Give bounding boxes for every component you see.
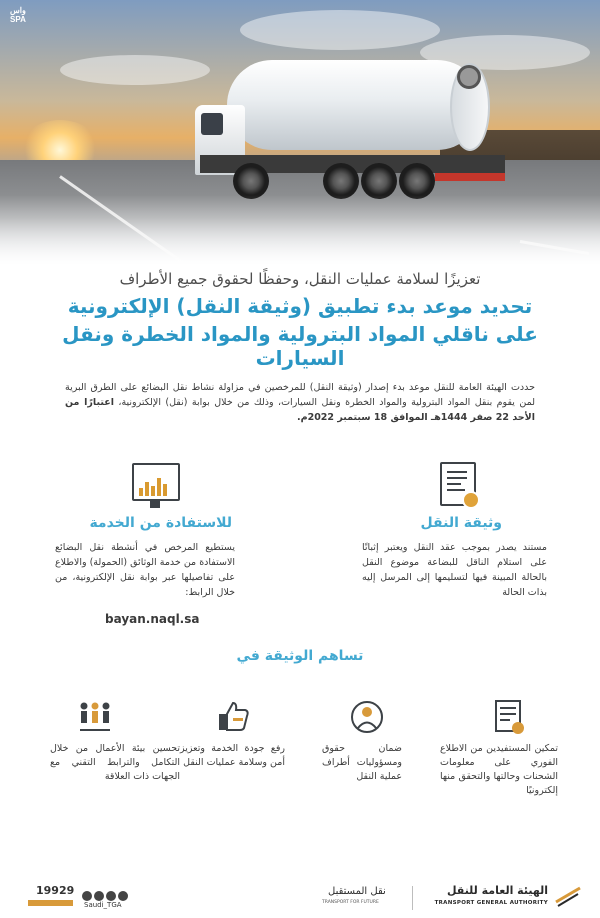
naql-logo-ar: نقل المستقبل bbox=[328, 886, 386, 897]
benefit-title: للاستفادة من الخدمة bbox=[89, 515, 232, 531]
wheel bbox=[399, 163, 435, 199]
person-shield-icon bbox=[348, 698, 386, 736]
benefit-body: يستطيع المرخص في أنشطة نقل البضائع الاستفادة من خدمة الوثائق (الحمولة) والاطلاع على تفاصيلها عبر بوابة نقل الإلكترونية، من خلال الرابط: bbox=[55, 542, 235, 598]
tanker-truck bbox=[195, 55, 510, 215]
benefit-item-3: رفع جودة الخدمة وتعزيز أمن وسلامة عمليات النقل bbox=[180, 743, 285, 768]
tank bbox=[227, 60, 482, 150]
divider bbox=[412, 886, 413, 910]
report-document-icon bbox=[490, 698, 528, 736]
document-title: وثيقة النقل bbox=[420, 515, 502, 531]
spa-logo: واس SPA bbox=[10, 6, 26, 24]
social-handle: Saudi_TGA bbox=[84, 901, 122, 909]
hero-fade bbox=[0, 195, 600, 265]
benefit-item-2: ضمان حقوق ومسؤوليات أطراف عملية النقل bbox=[322, 743, 402, 782]
twitter-icon[interactable] bbox=[82, 891, 92, 901]
intro-paragraph bbox=[65, 380, 535, 425]
rear-bumper bbox=[435, 173, 505, 181]
thumbs-up-icon bbox=[215, 698, 253, 736]
document-body: مستند يصدر بموجب عقد النقل ويعتبر إثباتًا على استلام الناقل للبضاعة موضوع النقل بالحالة المبينة فيها لتسليمها إلى المرسل إليه بذات الحالة bbox=[362, 542, 547, 598]
intro-date: اعتبارًا من الأحد 22 صفر 1444هـ الموافق 18 سبتمبر 2022م. bbox=[65, 397, 535, 423]
certificate-document-icon bbox=[440, 462, 476, 506]
bayan-link[interactable]: bayan.naql.sa bbox=[105, 612, 200, 626]
naql-logo-en: TRANSPORT FOR FUTURE bbox=[322, 900, 379, 905]
phone-bar bbox=[28, 900, 73, 906]
team-network-icon bbox=[76, 698, 114, 736]
hero-image bbox=[0, 0, 600, 265]
snapchat-icon[interactable] bbox=[106, 891, 116, 901]
cloud bbox=[60, 55, 210, 85]
tga-logo-icon bbox=[554, 884, 582, 908]
wheel bbox=[323, 163, 359, 199]
benefit-item-1: تمكين المستفيدين من الاطلاع الفوري على معلومات الشحنات وحالتها والتحقق منها إلكترونيًا bbox=[440, 743, 558, 796]
footer bbox=[0, 878, 600, 918]
subtitle: تعزيزًا لسلامة عمليات النقل، وحفظًا لحقوق جميع الأطراف bbox=[119, 270, 481, 288]
social-icons bbox=[82, 886, 130, 898]
phone-number: 19929 bbox=[36, 884, 75, 897]
section-title: تساهم الوثيقة في bbox=[236, 648, 364, 664]
tga-name-ar: الهيئة العامة للنقل bbox=[446, 884, 548, 897]
benefit-item-4: تحسين بيئة الأعمال من خلال التكامل والترابط التقني مع الجهات ذات العلاقة bbox=[50, 743, 180, 782]
instagram-icon[interactable] bbox=[94, 891, 104, 901]
intro-text: حددت الهيئة العامة للنقل موعد بدء إصدار (وثيقة النقل) للمرخصين في مزاولة نشاط نقل البضائع على الطرق البرية لمن يقوم بنقل المواد البترولية والمواد الخطرة ونقل السيارات، وذلك من خلال بوابة (نقل) الإلكترونية، bbox=[65, 382, 535, 408]
monitor-chart-icon bbox=[132, 463, 180, 501]
valve bbox=[457, 65, 481, 89]
tga-name-en: TRANSPORT GENERAL AUTHORITY bbox=[434, 900, 548, 906]
youtube-icon[interactable] bbox=[118, 891, 128, 901]
page-title-line2: على ناقلي المواد البترولية والمواد الخطرة ونقل السيارات bbox=[62, 322, 538, 370]
wheel bbox=[361, 163, 397, 199]
page-title: تحديد موعد بدء تطبيق (وثيقة النقل) الإلكترونية bbox=[67, 294, 533, 318]
cloud bbox=[240, 10, 440, 50]
wheel bbox=[233, 163, 269, 199]
